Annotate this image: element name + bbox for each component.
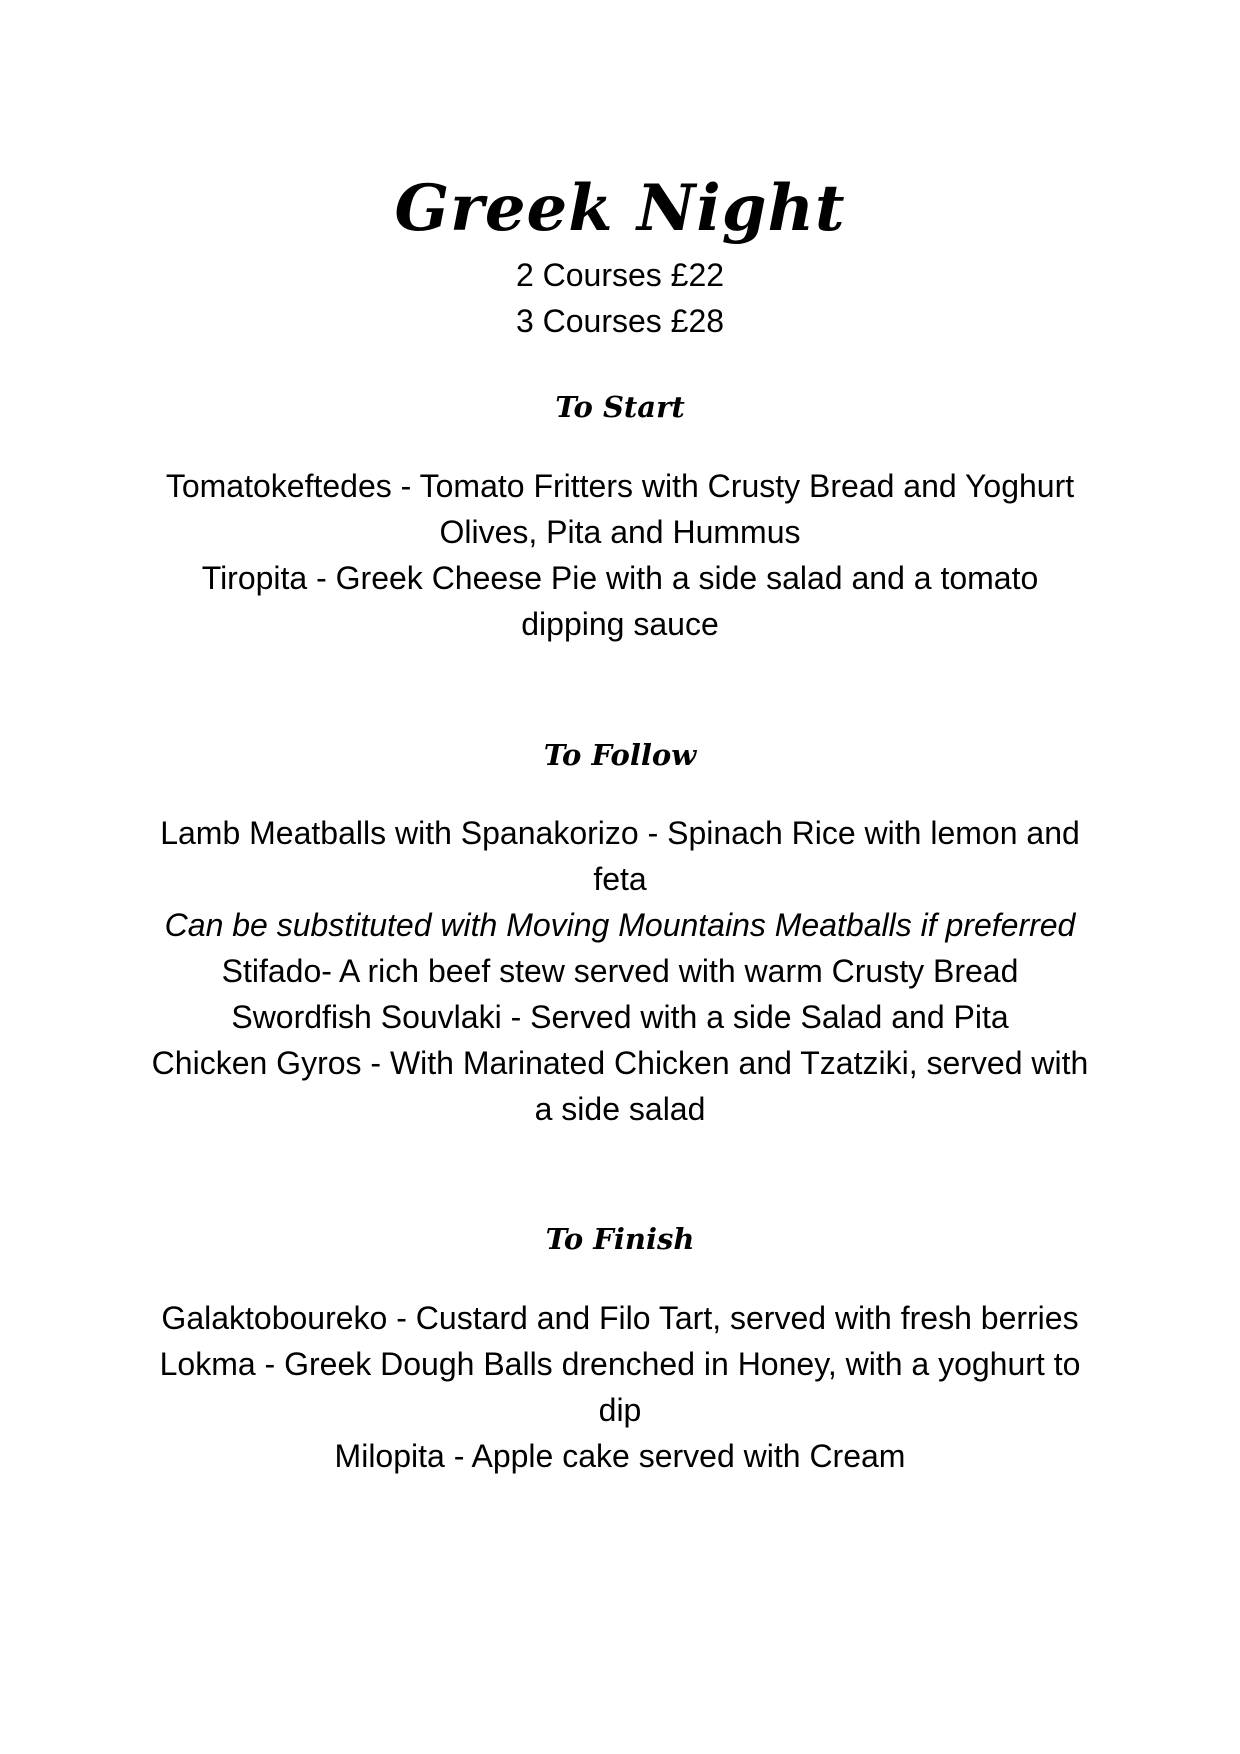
price-two-courses: 2 Courses £22: [515, 257, 725, 293]
price-list: [0, 252, 1240, 344]
section-heading-to-start: To Start: [555, 390, 685, 424]
menu-item: Chicken Gyros - With Marinated Chicken and Tzatziki, served with a side salad: [151, 1045, 1089, 1127]
menu-item: Tomatokeftedes - Tomato Fritters with Crusty Bread and Yoghurt: [165, 468, 1075, 504]
price-three-courses: 3 Courses £28: [515, 303, 725, 339]
menu-item: Stifado- A rich beef stew served with warm Crusty Bread: [221, 953, 1019, 989]
menu-item: Milopita - Apple cake served with Cream: [334, 1438, 906, 1474]
menu-item: Galaktoboureko - Custard and Filo Tart, served with fresh berries: [161, 1300, 1079, 1336]
menu-item: Swordfish Souvlaki - Served with a side Salad and Pita: [231, 999, 1009, 1035]
section-heading-to-finish: To Finish: [545, 1222, 695, 1256]
menu-item: Olives, Pita and Hummus: [439, 514, 801, 550]
section-to-finish-items: [150, 1295, 1090, 1479]
menu-item: Lamb Meatballs with Spanakorizo - Spinach Rice with lemon and feta: [160, 815, 1080, 897]
section-to-follow-items: [150, 810, 1090, 1132]
section-heading-to-follow: To Follow: [543, 738, 697, 772]
substitution-note: Can be substituted with Moving Mountains Meatballs if preferred: [164, 907, 1076, 943]
section-to-start-items: [150, 463, 1090, 647]
menu-item: Lokma - Greek Dough Balls drenched in Honey, with a yoghurt to dip: [159, 1346, 1081, 1428]
menu-title: Greek Night: [394, 171, 846, 246]
menu-item: Tiropita - Greek Cheese Pie with a side salad and a tomato dipping sauce: [201, 560, 1039, 642]
